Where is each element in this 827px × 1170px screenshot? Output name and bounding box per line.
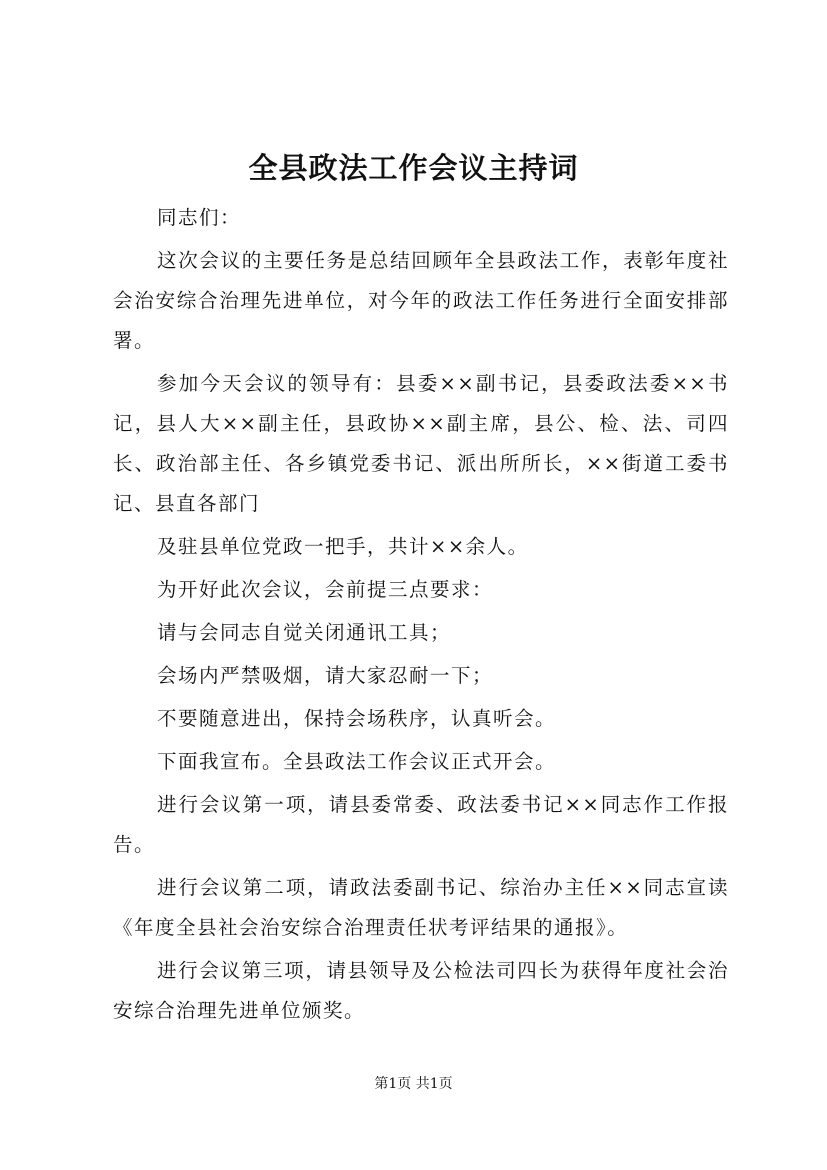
paragraph-item-1: 进行会议第一项，请县委常委、政法委书记××同志作工作报告。 — [113, 793, 729, 856]
paragraph-requirement-1: 请与会同志自觉关闭通讯工具； — [157, 621, 452, 644]
paragraph-opening: 下面我宣布。全县政法工作会议正式开会。 — [157, 750, 557, 773]
paragraph-meeting-task: 这次会议的主要任务是总结回顾年全县政法工作，表彰年度社会治安综合治理先进单位，对今年的政法工作任务进行全面安排部署。 — [113, 249, 729, 352]
paragraph-item-3: 进行会议第三项，请县领导及公检法司四长为获得年度社会治安综合治理先进单位颁奖。 — [113, 959, 729, 1022]
document-body — [113, 198, 729, 1034]
paragraph-requirement-2: 会场内严禁吸烟，请大家忍耐一下； — [157, 664, 494, 687]
paragraph-attending-leaders: 参加今天会议的领导有：县委××副书记，县委政法委××书记，县人大××副主任，县政协××副主席，县公、检、法、司四长、政治部主任、各乡镇党委书记、派出所所长，××街道工委书记、县直各部门 — [113, 372, 729, 515]
page-number-footer: 第1页 共1页 — [374, 1076, 453, 1092]
paragraph-attendee-count: 及驻县单位党政一把手，共计××余人。 — [157, 535, 529, 558]
document-title: 全县政法工作会议主持词 — [248, 151, 579, 185]
paragraph-requirements-intro: 为开好此次会议，会前提三点要求： — [157, 578, 494, 601]
paragraph-requirement-3: 不要随意进出，保持会场秩序，认真听会。 — [157, 707, 557, 730]
paragraph-salutation: 同志们： — [157, 206, 242, 229]
paragraph-item-2: 进行会议第二项，请政法委副书记、综治办主任××同志宣读《年度全县社会治安综合治理责任状考评结果的通报》。 — [113, 876, 729, 939]
